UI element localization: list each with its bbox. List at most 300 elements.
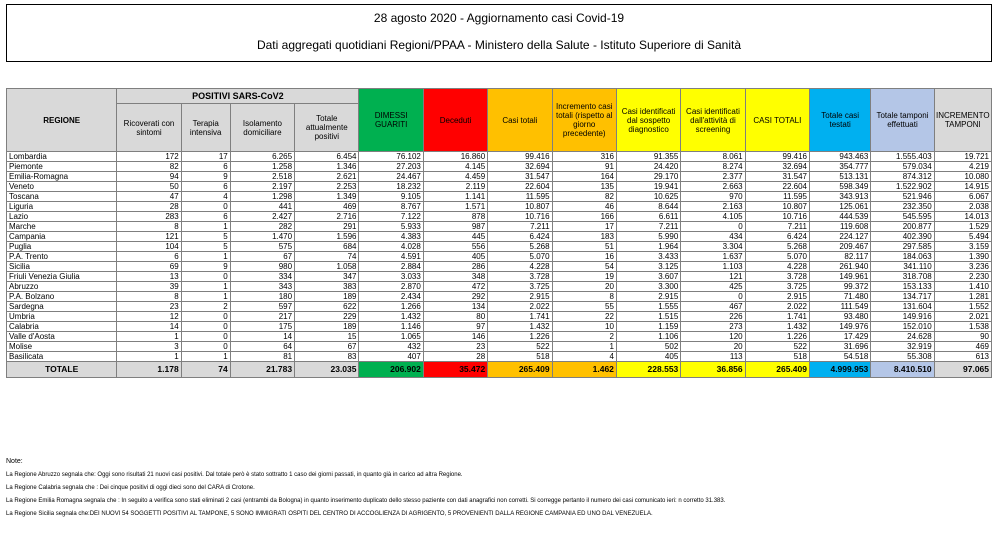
cell-casi-totali-2: 1.741 xyxy=(745,312,809,322)
column-header-isolamento: Isolamento domiciliare xyxy=(230,104,294,152)
cell-sospetto-diagnostico: 24.420 xyxy=(616,162,680,172)
total-isolamento: 21.783 xyxy=(230,362,294,378)
column-header-terapia: Terapia intensiva xyxy=(181,104,230,152)
cell-ricoverati: 12 xyxy=(117,312,181,322)
cell-casi-totali-2: 11.595 xyxy=(745,192,809,202)
column-header-totale-positivi: Totale attualmente positivi xyxy=(295,104,359,152)
cell-incremento-casi: 1 xyxy=(552,342,616,352)
report-header xyxy=(6,4,992,62)
cell-casi-totali: 22.604 xyxy=(488,182,552,192)
cell-sospetto-diagnostico: 7.211 xyxy=(616,222,680,232)
cell-sospetto-diagnostico: 10.625 xyxy=(616,192,680,202)
notes-title: Note: xyxy=(6,458,23,465)
table-body xyxy=(7,152,992,362)
column-header-sospetto-diagnostico: Casi identificati dal sospetto diagnostico xyxy=(616,89,680,152)
cell-isolamento: 343 xyxy=(230,282,294,292)
cell-ricoverati: 50 xyxy=(117,182,181,192)
cell-dimessi: 2.434 xyxy=(359,292,423,302)
cell-deceduti: 1.571 xyxy=(423,202,487,212)
cell-screening: 121 xyxy=(681,272,745,282)
cell-casi-totali: 5.268 xyxy=(488,242,552,252)
cell-deceduti: 348 xyxy=(423,272,487,282)
cell-terapia: 1 xyxy=(181,292,230,302)
cell-terapia: 1 xyxy=(181,252,230,262)
cell-sospetto-diagnostico: 405 xyxy=(616,352,680,362)
cell-totale-positivi: 229 xyxy=(295,312,359,322)
cell-sospetto-diagnostico: 8.644 xyxy=(616,202,680,212)
cell-totale-testati: 31.696 xyxy=(810,342,871,352)
cell-casi-totali-2: 7.211 xyxy=(745,222,809,232)
cell-incremento-casi: 19 xyxy=(552,272,616,282)
cell-screening: 113 xyxy=(681,352,745,362)
column-header-totale-tamponi: Totale tamponi effettuati xyxy=(871,89,934,152)
cell-deceduti: 28 xyxy=(423,352,487,362)
cell-casi-totali-2: 4.228 xyxy=(745,262,809,272)
cell-sospetto-diagnostico: 29.170 xyxy=(616,172,680,182)
cell-isolamento: 1.258 xyxy=(230,162,294,172)
cell-sospetto-diagnostico: 1.964 xyxy=(616,242,680,252)
table-row xyxy=(7,312,992,322)
cell-totale-tamponi: 200.877 xyxy=(871,222,934,232)
cell-casi-totali-2: 1.432 xyxy=(745,322,809,332)
cell-totale-tamponi: 521.946 xyxy=(871,192,934,202)
cell-incremento-casi: 51 xyxy=(552,242,616,252)
table-row xyxy=(7,162,992,172)
cell-terapia: 0 xyxy=(181,342,230,352)
cell-isolamento: 14 xyxy=(230,332,294,342)
cell-casi-totali: 99.416 xyxy=(488,152,552,162)
cell-dimessi: 27.203 xyxy=(359,162,423,172)
total-deceduti: 35.472 xyxy=(423,362,487,378)
cell-isolamento: 1.298 xyxy=(230,192,294,202)
cell-screening: 3.304 xyxy=(681,242,745,252)
cell-sospetto-diagnostico: 1.515 xyxy=(616,312,680,322)
cell-isolamento: 2.427 xyxy=(230,212,294,222)
cell-isolamento: 334 xyxy=(230,272,294,282)
cell-regione: Sardegna xyxy=(7,302,117,312)
cell-isolamento: 980 xyxy=(230,262,294,272)
cell-dimessi: 5.933 xyxy=(359,222,423,232)
cell-incremento-casi: 91 xyxy=(552,162,616,172)
cell-ricoverati: 28 xyxy=(117,202,181,212)
cell-casi-totali: 2.022 xyxy=(488,302,552,312)
cell-casi-totali-2: 10.716 xyxy=(745,212,809,222)
cell-totale-testati: 82.117 xyxy=(810,252,871,262)
cell-incremento-tamponi: 1.552 xyxy=(934,302,991,312)
cell-ricoverati: 8 xyxy=(117,292,181,302)
cell-totale-testati: 224.127 xyxy=(810,232,871,242)
cell-casi-totali-2: 3.728 xyxy=(745,272,809,282)
total-screening: 36.856 xyxy=(681,362,745,378)
cell-isolamento: 6.265 xyxy=(230,152,294,162)
cell-incremento-tamponi: 6.067 xyxy=(934,192,991,202)
cell-deceduti: 97 xyxy=(423,322,487,332)
cell-totale-positivi: 1.349 xyxy=(295,192,359,202)
cell-incremento-tamponi: 2.021 xyxy=(934,312,991,322)
cell-casi-totali-2: 3.725 xyxy=(745,282,809,292)
cell-totale-positivi: 189 xyxy=(295,322,359,332)
cell-ricoverati: 121 xyxy=(117,232,181,242)
cell-incremento-casi: 17 xyxy=(552,222,616,232)
cell-ricoverati: 3 xyxy=(117,342,181,352)
cell-sospetto-diagnostico: 1.555 xyxy=(616,302,680,312)
cell-deceduti: 1.141 xyxy=(423,192,487,202)
table-row xyxy=(7,182,992,192)
cell-dimessi: 1.266 xyxy=(359,302,423,312)
cell-regione: Emilia-Romagna xyxy=(7,172,117,182)
cell-deceduti: 878 xyxy=(423,212,487,222)
cell-dimessi: 1.432 xyxy=(359,312,423,322)
cell-regione: Sicilia xyxy=(7,262,117,272)
cell-ricoverati: 69 xyxy=(117,262,181,272)
cell-totale-positivi: 83 xyxy=(295,352,359,362)
cell-terapia: 6 xyxy=(181,182,230,192)
cell-totale-testati: 598.349 xyxy=(810,182,871,192)
cell-dimessi: 1.146 xyxy=(359,322,423,332)
cell-totale-positivi: 189 xyxy=(295,292,359,302)
cell-incremento-tamponi: 3.236 xyxy=(934,262,991,272)
cell-deceduti: 292 xyxy=(423,292,487,302)
cell-casi-totali-2: 5.070 xyxy=(745,252,809,262)
cell-totale-tamponi: 152.010 xyxy=(871,322,934,332)
cell-totale-testati: 943.463 xyxy=(810,152,871,162)
cell-regione: P.A. Trento xyxy=(7,252,117,262)
cell-incremento-casi: 135 xyxy=(552,182,616,192)
cell-casi-totali: 4.228 xyxy=(488,262,552,272)
column-header-ricoverati: Ricoverati con sintomi xyxy=(117,104,181,152)
cell-casi-totali-2: 32.694 xyxy=(745,162,809,172)
cell-casi-totali: 522 xyxy=(488,342,552,352)
cell-sospetto-diagnostico: 5.990 xyxy=(616,232,680,242)
cell-incremento-tamponi: 1.281 xyxy=(934,292,991,302)
column-header-incremento-tamponi: INCREMENTO TAMPONI xyxy=(934,89,991,152)
cell-totale-tamponi: 545.595 xyxy=(871,212,934,222)
cell-totale-positivi: 1.596 xyxy=(295,232,359,242)
cell-totale-tamponi: 131.604 xyxy=(871,302,934,312)
cell-incremento-tamponi: 2.230 xyxy=(934,272,991,282)
total-ricoverati: 1.178 xyxy=(117,362,181,378)
cell-isolamento: 2.518 xyxy=(230,172,294,182)
cell-terapia: 6 xyxy=(181,212,230,222)
cell-terapia: 0 xyxy=(181,312,230,322)
cell-incremento-tamponi: 19.721 xyxy=(934,152,991,162)
table-row xyxy=(7,322,992,332)
cell-screening: 0 xyxy=(681,222,745,232)
cell-casi-totali: 1.226 xyxy=(488,332,552,342)
column-header-regione: REGIONE xyxy=(7,89,117,152)
cell-regione: Valle d'Aosta xyxy=(7,332,117,342)
cell-dimessi: 18.232 xyxy=(359,182,423,192)
total-totale-tamponi: 8.410.510 xyxy=(871,362,934,378)
cell-dimessi: 2.870 xyxy=(359,282,423,292)
total-terapia: 74 xyxy=(181,362,230,378)
cell-totale-tamponi: 24.628 xyxy=(871,332,934,342)
cell-casi-totali-2: 5.268 xyxy=(745,242,809,252)
cell-isolamento: 180 xyxy=(230,292,294,302)
cell-totale-tamponi: 297.585 xyxy=(871,242,934,252)
cell-isolamento: 282 xyxy=(230,222,294,232)
cell-isolamento: 1.470 xyxy=(230,232,294,242)
total-sospetto-diagnostico: 228.553 xyxy=(616,362,680,378)
cell-ricoverati: 104 xyxy=(117,242,181,252)
cell-isolamento: 175 xyxy=(230,322,294,332)
cell-regione: Liguria xyxy=(7,202,117,212)
cell-totale-tamponi: 402.390 xyxy=(871,232,934,242)
cell-screening: 434 xyxy=(681,232,745,242)
cell-terapia: 5 xyxy=(181,232,230,242)
cell-incremento-tamponi: 1.538 xyxy=(934,322,991,332)
cell-dimessi: 7.122 xyxy=(359,212,423,222)
cell-totale-positivi: 469 xyxy=(295,202,359,212)
cell-screening: 1.637 xyxy=(681,252,745,262)
cell-totale-testati: 354.777 xyxy=(810,162,871,172)
cell-screening: 970 xyxy=(681,192,745,202)
cell-dimessi: 3.033 xyxy=(359,272,423,282)
cell-totale-testati: 111.549 xyxy=(810,302,871,312)
cell-dimessi: 2.884 xyxy=(359,262,423,272)
cell-sospetto-diagnostico: 3.607 xyxy=(616,272,680,282)
cell-terapia: 0 xyxy=(181,322,230,332)
table-row xyxy=(7,222,992,232)
notes-section xyxy=(6,458,992,524)
cell-totale-testati: 444.539 xyxy=(810,212,871,222)
cell-casi-totali-2: 6.424 xyxy=(745,232,809,242)
cell-casi-totali-2: 99.416 xyxy=(745,152,809,162)
cell-totale-tamponi: 341.110 xyxy=(871,262,934,272)
cell-terapia: 17 xyxy=(181,152,230,162)
cell-deceduti: 16.860 xyxy=(423,152,487,162)
cell-regione: Lombardia xyxy=(7,152,117,162)
table-row xyxy=(7,242,992,252)
cell-terapia: 2 xyxy=(181,302,230,312)
note-sicilia: La Regione Sicilia segnala che:DEI NUOVI 54 SOGGETTI POSITIVI AL TAMPONE, 5 SONO IMMIGRATI OSPITI DEL CENTRO DI ACCOGLIENZA DI AGRIGENTO, 5 PROVENIENTI DALLA REGIONE CAMPANIA ED UNO DAL VENEZUELA. xyxy=(6,511,653,517)
cell-ricoverati: 94 xyxy=(117,172,181,182)
cell-dimessi: 9.105 xyxy=(359,192,423,202)
cell-totale-positivi: 622 xyxy=(295,302,359,312)
cell-regione: Marche xyxy=(7,222,117,232)
cell-terapia: 9 xyxy=(181,262,230,272)
cell-casi-totali: 7.211 xyxy=(488,222,552,232)
cell-totale-positivi: 347 xyxy=(295,272,359,282)
cell-regione: Piemonte xyxy=(7,162,117,172)
column-header-deceduti: Deceduti xyxy=(423,89,487,152)
cell-totale-tamponi: 874.312 xyxy=(871,172,934,182)
cell-sospetto-diagnostico: 3.433 xyxy=(616,252,680,262)
cell-incremento-tamponi: 3.159 xyxy=(934,242,991,252)
cell-screening: 20 xyxy=(681,342,745,352)
cell-casi-totali: 31.547 xyxy=(488,172,552,182)
cell-screening: 226 xyxy=(681,312,745,322)
column-header-totale-testati: Totale casi testati xyxy=(810,89,871,152)
cell-totale-testati: 17.429 xyxy=(810,332,871,342)
cell-totale-positivi: 2.716 xyxy=(295,212,359,222)
cell-totale-positivi: 1.346 xyxy=(295,162,359,172)
cell-totale-tamponi: 579.034 xyxy=(871,162,934,172)
cell-totale-tamponi: 134.717 xyxy=(871,292,934,302)
cell-incremento-casi: 2 xyxy=(552,332,616,342)
report-subtitle: Dati aggregati quotidiani Regioni/PPAA - Ministero della Salute - Istituto Superiore di Sanità xyxy=(256,38,742,52)
cell-incremento-tamponi: 10.080 xyxy=(934,172,991,182)
group-header-positivi: POSITIVI SARS-CoV2 xyxy=(117,89,359,104)
total-incremento-tamponi: 97.065 xyxy=(934,362,991,378)
cell-regione: Campania xyxy=(7,232,117,242)
cell-casi-totali-2: 2.915 xyxy=(745,292,809,302)
cell-incremento-casi: 54 xyxy=(552,262,616,272)
cell-incremento-tamponi: 469 xyxy=(934,342,991,352)
cell-ricoverati: 82 xyxy=(117,162,181,172)
cell-dimessi: 407 xyxy=(359,352,423,362)
cell-ricoverati: 39 xyxy=(117,282,181,292)
cell-isolamento: 597 xyxy=(230,302,294,312)
cell-deceduti: 4.459 xyxy=(423,172,487,182)
total-totale-testati: 4.999.953 xyxy=(810,362,871,378)
table-row xyxy=(7,232,992,242)
cell-deceduti: 405 xyxy=(423,252,487,262)
cell-casi-totali-2: 31.547 xyxy=(745,172,809,182)
cell-casi-totali-2: 22.604 xyxy=(745,182,809,192)
cell-totale-tamponi: 232.350 xyxy=(871,202,934,212)
cell-casi-totali-2: 1.226 xyxy=(745,332,809,342)
cell-totale-positivi: 15 xyxy=(295,332,359,342)
cell-regione: Calabria xyxy=(7,322,117,332)
cell-incremento-tamponi: 4.219 xyxy=(934,162,991,172)
cell-incremento-tamponi: 14.915 xyxy=(934,182,991,192)
cell-isolamento: 67 xyxy=(230,252,294,262)
cell-dimessi: 432 xyxy=(359,342,423,352)
cell-screening: 0 xyxy=(681,292,745,302)
cell-screening: 8.061 xyxy=(681,152,745,162)
cell-incremento-casi: 20 xyxy=(552,282,616,292)
totals-row xyxy=(7,362,992,378)
cell-casi-totali: 10.807 xyxy=(488,202,552,212)
cell-incremento-casi: 183 xyxy=(552,232,616,242)
cell-terapia: 1 xyxy=(181,352,230,362)
cell-screening: 273 xyxy=(681,322,745,332)
cell-regione: Lazio xyxy=(7,212,117,222)
cell-casi-totali: 1.432 xyxy=(488,322,552,332)
cell-incremento-casi: 16 xyxy=(552,252,616,262)
cell-screening: 2.163 xyxy=(681,202,745,212)
cell-ricoverati: 283 xyxy=(117,212,181,222)
cell-casi-totali: 32.694 xyxy=(488,162,552,172)
cell-terapia: 0 xyxy=(181,272,230,282)
cell-totale-testati: 149.961 xyxy=(810,272,871,282)
cell-sospetto-diagnostico: 2.915 xyxy=(616,292,680,302)
cell-regione: Molise xyxy=(7,342,117,352)
cell-deceduti: 286 xyxy=(423,262,487,272)
total-casi-totali: 265.409 xyxy=(488,362,552,378)
cell-screening: 425 xyxy=(681,282,745,292)
cell-totale-tamponi: 153.133 xyxy=(871,282,934,292)
cell-totale-positivi: 67 xyxy=(295,342,359,352)
cell-dimessi: 24.467 xyxy=(359,172,423,182)
cell-totale-testati: 261.940 xyxy=(810,262,871,272)
cell-ricoverati: 1 xyxy=(117,352,181,362)
table-row xyxy=(7,252,992,262)
total-regione: TOTALE xyxy=(7,362,117,378)
cell-deceduti: 134 xyxy=(423,302,487,312)
table-row xyxy=(7,342,992,352)
note-calabria: La Regione Calabria segnala che : Dei cinque positivi di oggi dieci sono del CARA di Crotone. xyxy=(6,485,255,491)
table-row xyxy=(7,352,992,362)
table-row xyxy=(7,332,992,342)
table-row xyxy=(7,192,992,202)
cell-isolamento: 81 xyxy=(230,352,294,362)
cell-screening: 2.377 xyxy=(681,172,745,182)
cell-regione: Friuli Venezia Giulia xyxy=(7,272,117,282)
cell-totale-positivi: 2.253 xyxy=(295,182,359,192)
cell-totale-positivi: 684 xyxy=(295,242,359,252)
cell-incremento-tamponi: 1.529 xyxy=(934,222,991,232)
cell-incremento-tamponi: 2.038 xyxy=(934,202,991,212)
cell-ricoverati: 1 xyxy=(117,332,181,342)
cell-ricoverati: 23 xyxy=(117,302,181,312)
cell-isolamento: 217 xyxy=(230,312,294,322)
cell-incremento-casi: 166 xyxy=(552,212,616,222)
cell-dimessi: 76.102 xyxy=(359,152,423,162)
cell-incremento-casi: 55 xyxy=(552,302,616,312)
cell-totale-testati: 54.518 xyxy=(810,352,871,362)
cell-casi-totali: 6.424 xyxy=(488,232,552,242)
cell-dimessi: 4.383 xyxy=(359,232,423,242)
cell-sospetto-diagnostico: 1.159 xyxy=(616,322,680,332)
cell-deceduti: 80 xyxy=(423,312,487,322)
cell-incremento-casi: 164 xyxy=(552,172,616,182)
cell-totale-testati: 149.976 xyxy=(810,322,871,332)
total-incremento-casi: 1.462 xyxy=(552,362,616,378)
cell-sospetto-diagnostico: 19.941 xyxy=(616,182,680,192)
cell-terapia: 6 xyxy=(181,162,230,172)
cell-casi-totali: 3.728 xyxy=(488,272,552,282)
cell-dimessi: 1.065 xyxy=(359,332,423,342)
cell-casi-totali-2: 2.022 xyxy=(745,302,809,312)
cell-sospetto-diagnostico: 1.106 xyxy=(616,332,680,342)
cell-terapia: 1 xyxy=(181,222,230,232)
cell-deceduti: 4.145 xyxy=(423,162,487,172)
cell-casi-totali-2: 522 xyxy=(745,342,809,352)
cell-totale-testati: 71.480 xyxy=(810,292,871,302)
cell-regione: P.A. Bolzano xyxy=(7,292,117,302)
cell-terapia: 9 xyxy=(181,172,230,182)
cell-screening: 8.274 xyxy=(681,162,745,172)
cell-dimessi: 8.767 xyxy=(359,202,423,212)
cell-incremento-casi: 82 xyxy=(552,192,616,202)
cell-regione: Veneto xyxy=(7,182,117,192)
cell-incremento-tamponi: 14.013 xyxy=(934,212,991,222)
cell-deceduti: 2.119 xyxy=(423,182,487,192)
cell-regione: Abruzzo xyxy=(7,282,117,292)
cell-totale-testati: 513.131 xyxy=(810,172,871,182)
cell-dimessi: 4.028 xyxy=(359,242,423,252)
cell-isolamento: 441 xyxy=(230,202,294,212)
cell-screening: 2.663 xyxy=(681,182,745,192)
cell-casi-totali: 518 xyxy=(488,352,552,362)
table-row xyxy=(7,212,992,222)
cell-deceduti: 472 xyxy=(423,282,487,292)
cell-incremento-casi: 10 xyxy=(552,322,616,332)
cell-sospetto-diagnostico: 6.611 xyxy=(616,212,680,222)
cell-screening: 1.103 xyxy=(681,262,745,272)
cell-terapia: 1 xyxy=(181,282,230,292)
cell-incremento-tamponi: 90 xyxy=(934,332,991,342)
cell-terapia: 0 xyxy=(181,202,230,212)
cell-totale-testati: 125.061 xyxy=(810,202,871,212)
cell-ricoverati: 172 xyxy=(117,152,181,162)
cell-totale-positivi: 6.454 xyxy=(295,152,359,162)
cell-deceduti: 556 xyxy=(423,242,487,252)
cell-totale-testati: 93.480 xyxy=(810,312,871,322)
cell-casi-totali: 2.915 xyxy=(488,292,552,302)
